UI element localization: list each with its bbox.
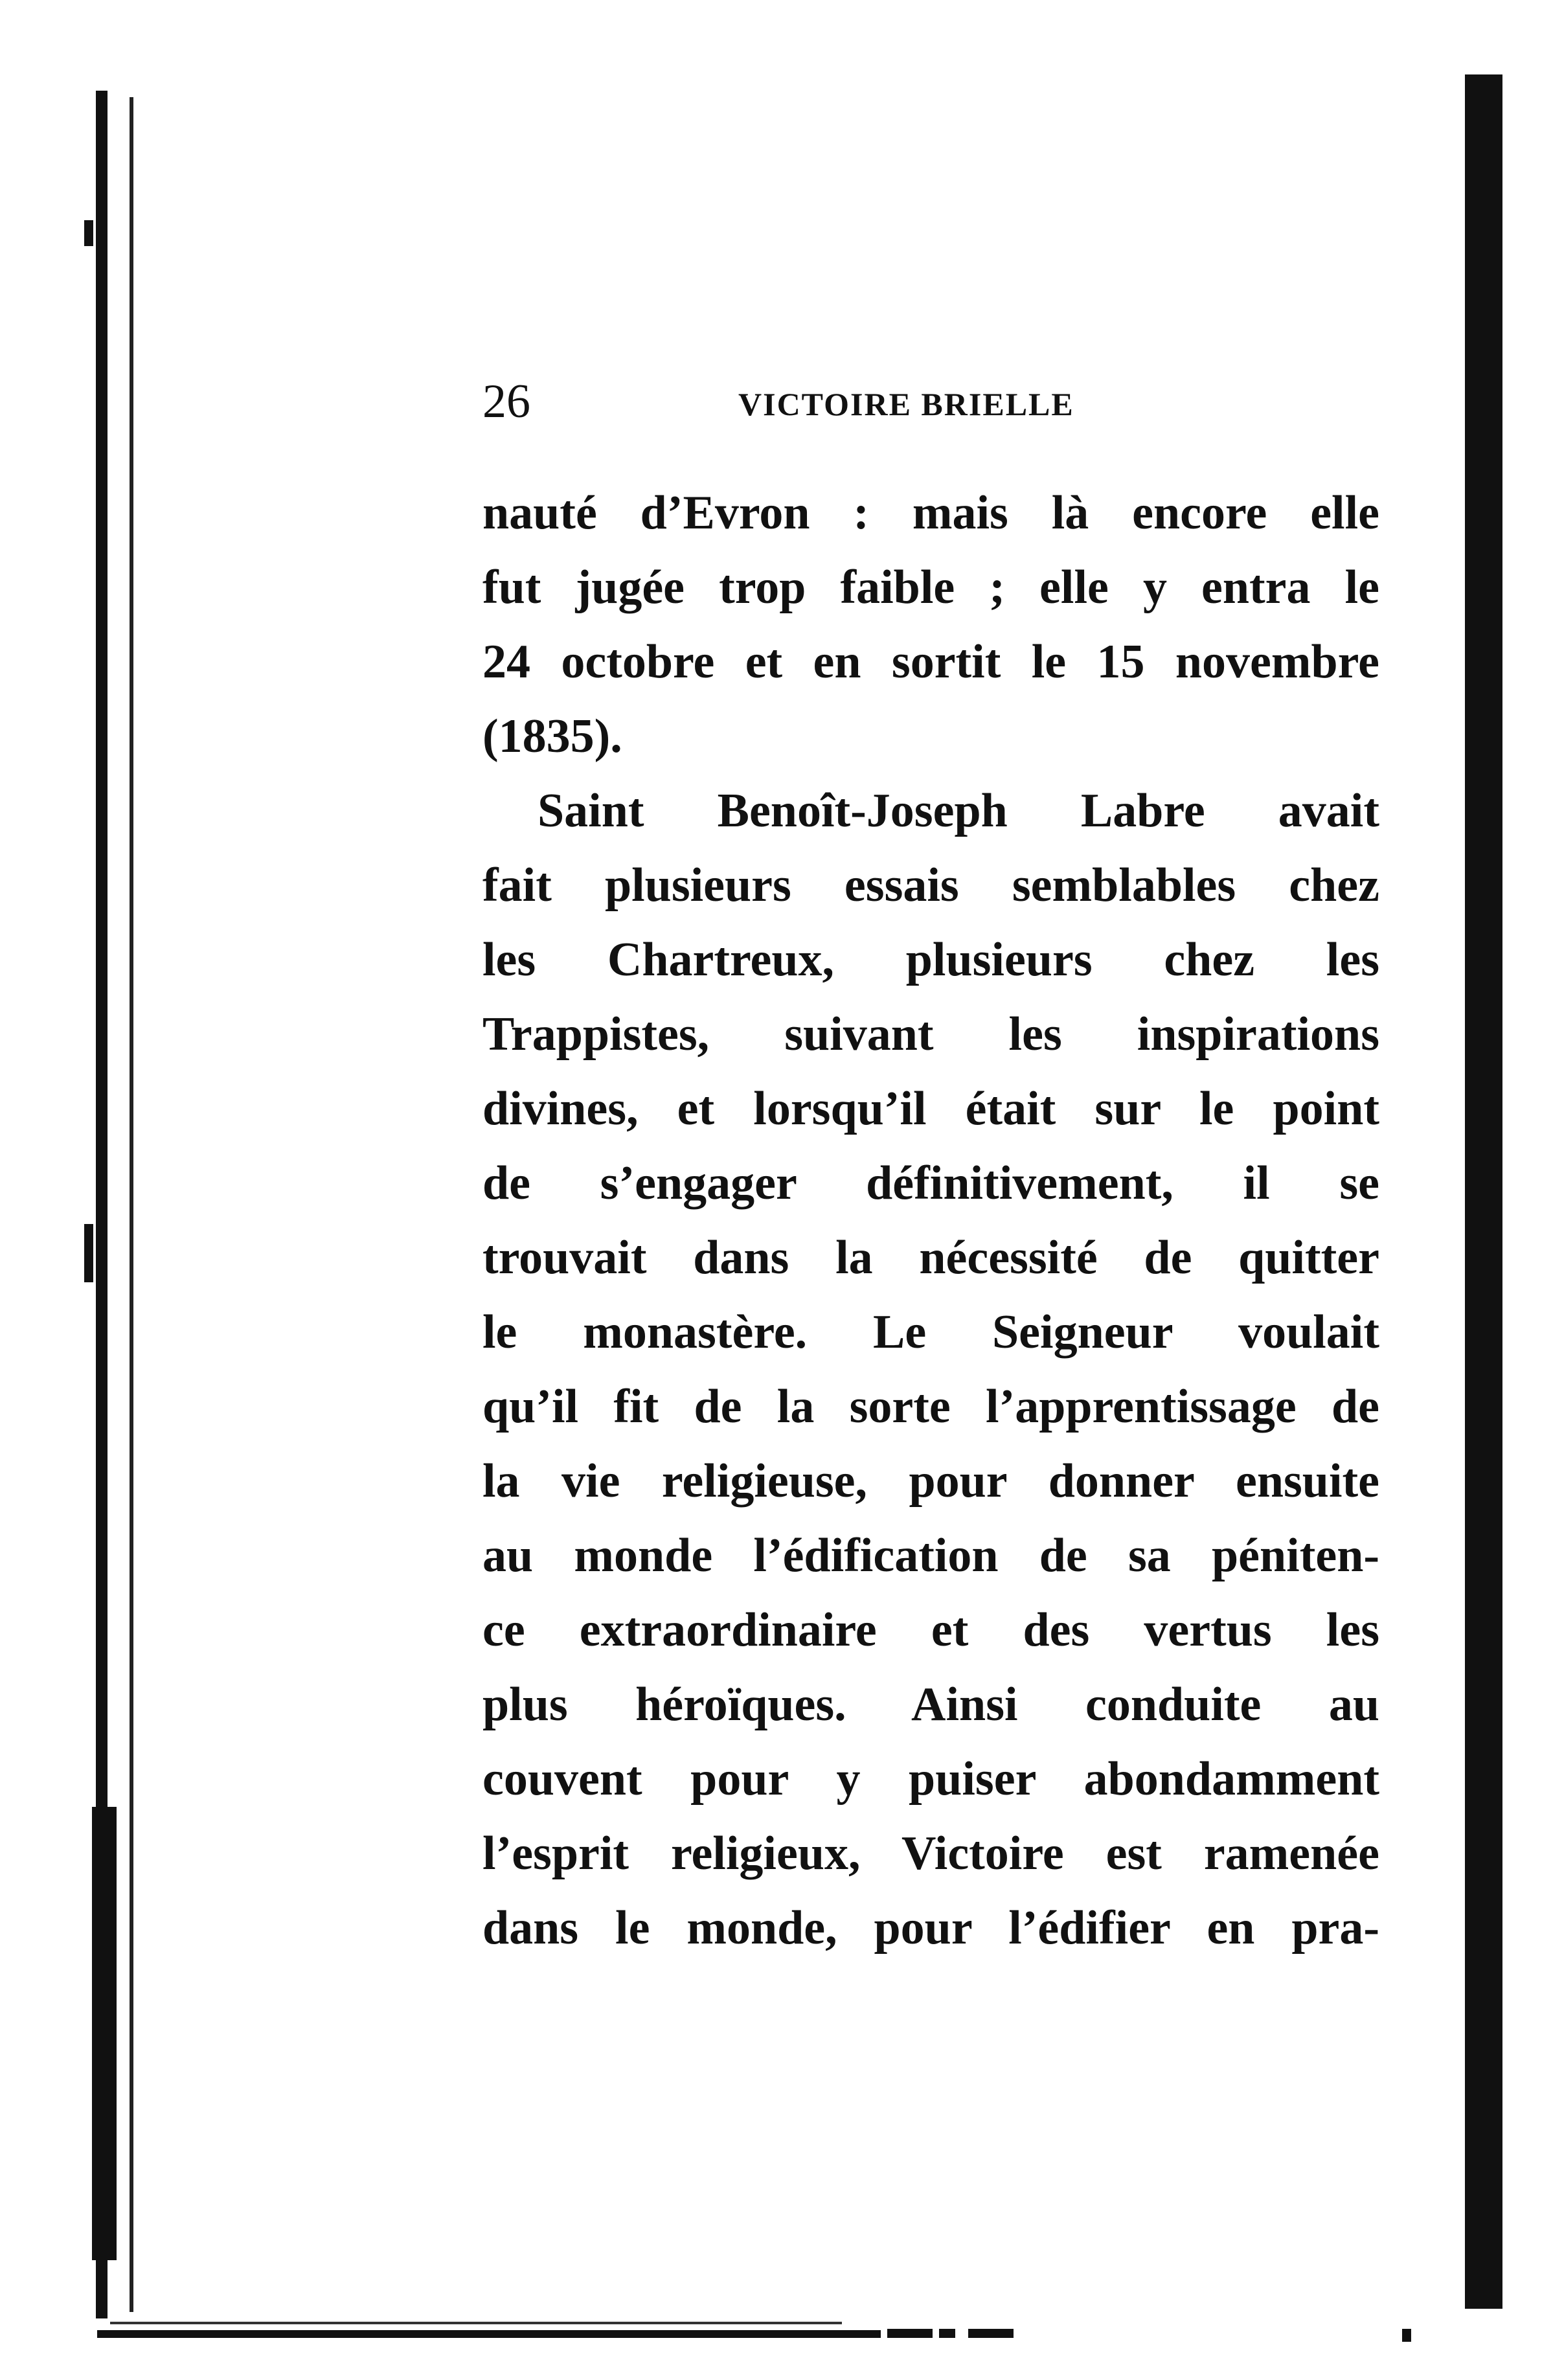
scan-edge-tick [84,1224,93,1263]
text-line: fut jugée trop faible ; elle y entra le [482,561,1379,614]
text-line: dans le monde, pour l’édifier en pra- [482,1901,1379,1955]
text-line: plus héroïques. Ainsi conduite au [482,1678,1379,1731]
scan-edge-left-inner [130,97,133,2312]
page-number: 26 [482,375,530,428]
text-line: Trappistes, suivant les inspirations [482,1008,1379,1061]
scan-edge-dash [968,2329,1014,2338]
scan-edge-right [1465,74,1502,2309]
scan-edge-bottom-inner [110,2322,842,2324]
text-line: ce extraordinaire et des vertus les [482,1604,1379,1657]
text-line: de s’engager définitivement, il se [482,1157,1379,1210]
text-line: qu’il fit de la sorte l’apprentissage de [482,1380,1379,1433]
page-header [482,376,1130,427]
text-line: divines, et lorsqu’il était sur le point [482,1082,1379,1135]
scan-edge-dash [939,2329,955,2338]
text-line: trouvait dans la nécessité de quitter [482,1231,1379,1284]
text-line: 24 octobre et en sortit le 15 novembre [482,635,1379,688]
scan-edge-left-block [92,1807,117,2260]
text-line: la vie religieuse, pour donner ensuite [482,1455,1379,1508]
text-line: Saint Benoît-Joseph Labre avait [538,784,1379,837]
text-line: les Chartreux, plusieurs chez les [482,933,1379,986]
text-line: nauté d’Evron : mais là encore elle [482,486,1379,539]
body-text [482,476,1379,1966]
scan-edge-bottom [97,2330,881,2338]
scan-edge-tick [84,1263,93,1282]
running-title: VICTOIRE BRIELLE [738,386,1074,422]
text-line: (1835). [482,710,622,763]
scan-edge-dash [887,2329,933,2338]
scan-edge-dash [1402,2329,1411,2342]
text-line: fait plusieurs essais semblables chez [482,859,1379,912]
text-line: couvent pour y puiser abondamment [482,1752,1379,1806]
text-line: l’esprit religieux, Victoire est ramenée [482,1827,1379,1880]
text-line: le monastère. Le Seigneur voulait [482,1306,1379,1359]
text-line: au monde l’édification de sa péniten- [482,1529,1379,1582]
scan-edge-tick [84,220,93,246]
